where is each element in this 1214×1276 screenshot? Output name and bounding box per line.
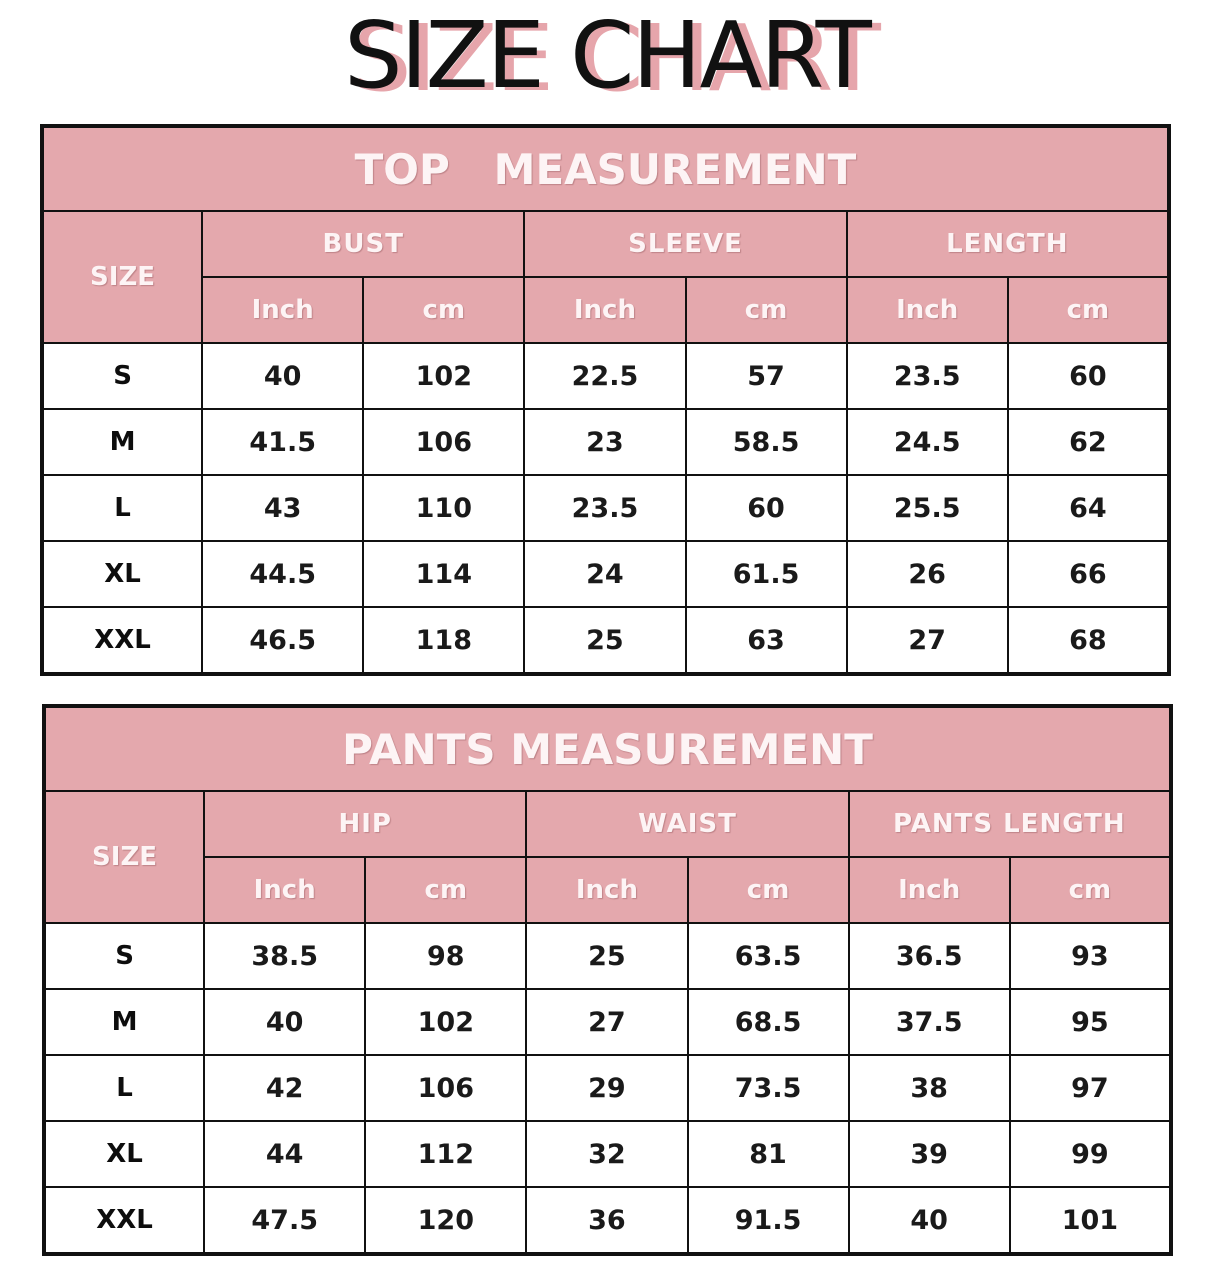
unit-header: cm bbox=[688, 857, 849, 923]
measurement-cell: 106 bbox=[363, 409, 524, 475]
group-header-waist: WAIST bbox=[526, 791, 848, 857]
measurement-cell: 44.5 bbox=[202, 541, 363, 607]
measurement-cell: 43 bbox=[202, 475, 363, 541]
measurement-cell: 112 bbox=[365, 1121, 526, 1187]
group-header-bust: BUST bbox=[202, 211, 524, 277]
table-row bbox=[42, 607, 1169, 674]
table-row bbox=[42, 343, 1169, 409]
group-header-length: LENGTH bbox=[847, 211, 1169, 277]
pants-size-header: SIZE bbox=[44, 791, 204, 923]
measurement-cell: 110 bbox=[363, 475, 524, 541]
pants-group-row bbox=[44, 791, 1171, 857]
measurement-cell: 64 bbox=[1008, 475, 1169, 541]
measurement-cell: 39 bbox=[849, 1121, 1010, 1187]
measurement-cell: 40 bbox=[849, 1187, 1010, 1254]
table-row bbox=[44, 989, 1171, 1055]
measurement-cell: 23.5 bbox=[847, 343, 1008, 409]
measurement-cell: 61.5 bbox=[686, 541, 847, 607]
measurement-cell: 60 bbox=[686, 475, 847, 541]
title-area bbox=[0, 4, 1214, 108]
group-header-hip: HIP bbox=[204, 791, 526, 857]
table-row bbox=[44, 1187, 1171, 1254]
measurement-cell: 24 bbox=[524, 541, 685, 607]
measurement-cell: 63.5 bbox=[688, 923, 849, 989]
measurement-cell: 99 bbox=[1010, 1121, 1171, 1187]
size-label: M bbox=[44, 989, 204, 1055]
measurement-cell: 98 bbox=[365, 923, 526, 989]
pants-table-body bbox=[44, 706, 1171, 1254]
size-label: S bbox=[42, 343, 202, 409]
measurement-cell: 23 bbox=[524, 409, 685, 475]
measurement-cell: 22.5 bbox=[524, 343, 685, 409]
measurement-cell: 38.5 bbox=[204, 923, 365, 989]
unit-header: Inch bbox=[202, 277, 363, 343]
measurement-cell: 63 bbox=[686, 607, 847, 674]
top-banner-row bbox=[42, 126, 1169, 211]
size-label: L bbox=[42, 475, 202, 541]
measurement-cell: 29 bbox=[526, 1055, 687, 1121]
unit-header: Inch bbox=[847, 277, 1008, 343]
top-size-header: SIZE bbox=[42, 211, 202, 343]
measurement-cell: 40 bbox=[204, 989, 365, 1055]
measurement-cell: 66 bbox=[1008, 541, 1169, 607]
size-label: XL bbox=[44, 1121, 204, 1187]
measurement-cell: 25 bbox=[526, 923, 687, 989]
measurement-cell: 46.5 bbox=[202, 607, 363, 674]
measurement-cell: 114 bbox=[363, 541, 524, 607]
measurement-cell: 25 bbox=[524, 607, 685, 674]
measurement-cell: 32 bbox=[526, 1121, 687, 1187]
unit-header: cm bbox=[1008, 277, 1169, 343]
measurement-cell: 36 bbox=[526, 1187, 687, 1254]
table-row bbox=[44, 1055, 1171, 1121]
pants-banner: PANTS MEASUREMENT bbox=[44, 706, 1171, 791]
unit-header: cm bbox=[365, 857, 526, 923]
top-measurement-table bbox=[40, 124, 1171, 676]
measurement-cell: 40 bbox=[202, 343, 363, 409]
table-row bbox=[42, 409, 1169, 475]
top-banner: TOP MEASUREMENT bbox=[42, 126, 1169, 211]
measurement-cell: 24.5 bbox=[847, 409, 1008, 475]
table-row bbox=[42, 475, 1169, 541]
pants-banner-row bbox=[44, 706, 1171, 791]
measurement-cell: 91.5 bbox=[688, 1187, 849, 1254]
unit-header: Inch bbox=[526, 857, 687, 923]
measurement-cell: 41.5 bbox=[202, 409, 363, 475]
size-label: M bbox=[42, 409, 202, 475]
unit-header: Inch bbox=[849, 857, 1010, 923]
pants-measurement-table bbox=[42, 704, 1173, 1256]
table-row bbox=[44, 923, 1171, 989]
measurement-cell: 23.5 bbox=[524, 475, 685, 541]
unit-header: Inch bbox=[524, 277, 685, 343]
measurement-cell: 106 bbox=[365, 1055, 526, 1121]
measurement-cell: 47.5 bbox=[204, 1187, 365, 1254]
group-header-pants-length: PANTS LENGTH bbox=[849, 791, 1171, 857]
measurement-cell: 120 bbox=[365, 1187, 526, 1254]
table-row bbox=[44, 1121, 1171, 1187]
size-label: XXL bbox=[44, 1187, 204, 1254]
measurement-cell: 95 bbox=[1010, 989, 1171, 1055]
measurement-cell: 102 bbox=[365, 989, 526, 1055]
measurement-cell: 27 bbox=[847, 607, 1008, 674]
unit-header: Inch bbox=[204, 857, 365, 923]
measurement-cell: 27 bbox=[526, 989, 687, 1055]
group-header-sleeve: SLEEVE bbox=[524, 211, 846, 277]
measurement-cell: 58.5 bbox=[686, 409, 847, 475]
size-label: XXL bbox=[42, 607, 202, 674]
size-label: XL bbox=[42, 541, 202, 607]
top-table-body bbox=[42, 126, 1169, 674]
page-title: SIZE CHART bbox=[344, 2, 870, 109]
measurement-cell: 44 bbox=[204, 1121, 365, 1187]
top-group-row bbox=[42, 211, 1169, 277]
table-row bbox=[42, 541, 1169, 607]
measurement-cell: 118 bbox=[363, 607, 524, 674]
measurement-cell: 38 bbox=[849, 1055, 1010, 1121]
size-label: L bbox=[44, 1055, 204, 1121]
measurement-cell: 26 bbox=[847, 541, 1008, 607]
unit-header: cm bbox=[686, 277, 847, 343]
measurement-cell: 57 bbox=[686, 343, 847, 409]
size-label: S bbox=[44, 923, 204, 989]
measurement-cell: 97 bbox=[1010, 1055, 1171, 1121]
measurement-cell: 81 bbox=[688, 1121, 849, 1187]
measurement-cell: 68 bbox=[1008, 607, 1169, 674]
measurement-cell: 60 bbox=[1008, 343, 1169, 409]
measurement-cell: 102 bbox=[363, 343, 524, 409]
measurement-cell: 73.5 bbox=[688, 1055, 849, 1121]
unit-header: cm bbox=[1010, 857, 1171, 923]
measurement-cell: 101 bbox=[1010, 1187, 1171, 1254]
measurement-cell: 62 bbox=[1008, 409, 1169, 475]
unit-header: cm bbox=[363, 277, 524, 343]
measurement-cell: 37.5 bbox=[849, 989, 1010, 1055]
measurement-cell: 42 bbox=[204, 1055, 365, 1121]
measurement-cell: 36.5 bbox=[849, 923, 1010, 989]
top-unit-row bbox=[42, 277, 1169, 343]
pants-unit-row bbox=[44, 857, 1171, 923]
measurement-cell: 25.5 bbox=[847, 475, 1008, 541]
measurement-cell: 93 bbox=[1010, 923, 1171, 989]
measurement-cell: 68.5 bbox=[688, 989, 849, 1055]
